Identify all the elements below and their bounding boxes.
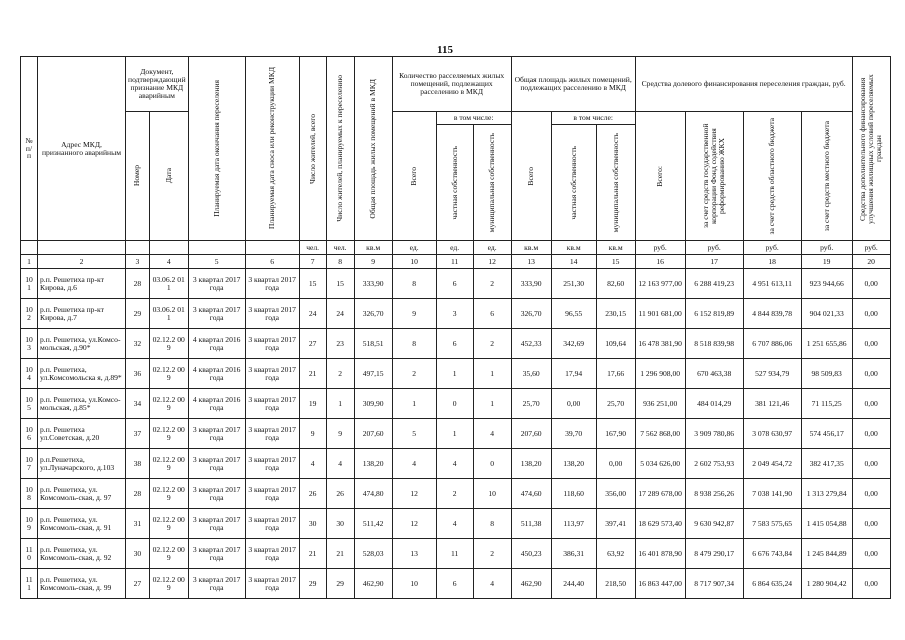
cell-funds-additional: 0,00 [852,539,890,569]
cell-funds-local: 574 456,17 [801,419,852,449]
cell-funds-fund: 670 463,38 [685,359,743,389]
cell-funds-fund: 6 152 819,89 [685,299,743,329]
cell-total-area: 497,15 [354,359,392,389]
cell-rooms-private: 4 [436,509,473,539]
header-rooms-count: Количество расселяемых жилых помещений, подлежащих расселению в МКД [392,57,511,112]
cell-funds-additional: 0,00 [852,389,890,419]
header-area-total: Всего [511,112,551,241]
header-rooms-municipal: муниципальная собственность [473,125,511,241]
cell-rooms-private: 1 [436,359,473,389]
cell-area-private: 39,70 [551,419,596,449]
cell-row-number: 10 5 [21,389,38,419]
cell-residents-planned: 21 [326,539,354,569]
cell-area-total: 35,60 [511,359,551,389]
cell-doc-date: 02.12.2 009 [149,539,188,569]
cell-area-private: 0,00 [551,389,596,419]
cell-funds-local: 1 415 054,88 [801,509,852,539]
cell-doc-number: 27 [126,569,150,599]
cell-funds-additional: 0,00 [852,329,890,359]
cell-row-number: 10 2 [21,299,38,329]
cell-address: р.п. Решетиха, ул.Комсомольска я, д.89* [38,359,126,389]
unit-cell: руб. [635,241,685,255]
column-number: 16 [635,255,685,269]
column-number: 9 [354,255,392,269]
cell-funds-fund: 8 717 907,34 [685,569,743,599]
unit-cell: руб. [801,241,852,255]
cell-funds-additional: 0,00 [852,299,890,329]
cell-total-area: 326,70 [354,299,392,329]
cell-doc-number: 31 [126,509,150,539]
cell-total-area: 528,03 [354,539,392,569]
cell-funds-total: 16 478 381,90 [635,329,685,359]
cell-row-number: 10 1 [21,269,38,299]
cell-residents-total: 30 [299,509,326,539]
cell-rooms-total: 8 [392,329,436,359]
cell-area-total: 207,60 [511,419,551,449]
cell-funds-total: 18 629 573,40 [635,509,685,539]
header-funds-regional: за счет средств областного бюджета [743,112,801,241]
column-number: 14 [551,255,596,269]
cell-demolition-date: 3 квартал 2017 года [245,389,299,419]
cell-demolition-date: 3 квартал 2017 года [245,509,299,539]
cell-total-area: 309,90 [354,389,392,419]
cell-rooms-total: 4 [392,449,436,479]
cell-total-area: 462,90 [354,569,392,599]
cell-row-number: 10 8 [21,479,38,509]
cell-area-total: 474,60 [511,479,551,509]
cell-address: р.п.Решетиха, ул.Луначарского, д.103 [38,449,126,479]
cell-residents-total: 4 [299,449,326,479]
cell-address: р.п. Решетиха, ул. Комсомоль-ская, д. 92 [38,539,126,569]
cell-area-municipal: 230,15 [596,299,635,329]
header-planned-resettlement-end: Планируемая дата окончания переселения [188,57,245,241]
header-address: Адрес МКД, признанного аварийным [38,57,126,241]
unit-cell: руб. [685,241,743,255]
header-funds-group: Средства долевого финансирования переселения граждан, руб. [635,57,852,112]
cell-area-municipal: 63,92 [596,539,635,569]
cell-funds-regional: 6 707 886,06 [743,329,801,359]
cell-funds-additional: 0,00 [852,269,890,299]
cell-doc-date: 03.06.2 011 [149,269,188,299]
header-doc-number: Номер [126,112,150,241]
header-doc-date: Дата [149,112,188,241]
cell-address: р.п. Решетиха, ул.Комсо-мольская, д.90* [38,329,126,359]
cell-residents-planned: 26 [326,479,354,509]
cell-area-municipal: 82,60 [596,269,635,299]
cell-area-municipal: 17,66 [596,359,635,389]
cell-doc-date: 02.12.2 009 [149,449,188,479]
header-rooms-including: в том числе: [436,112,511,125]
cell-rooms-municipal: 2 [473,269,511,299]
cell-residents-planned: 29 [326,569,354,599]
table-row [21,479,891,509]
cell-residents-total: 9 [299,419,326,449]
column-numbers-row [21,255,891,269]
cell-doc-date: 02.12.2 009 [149,479,188,509]
unit-cell: ед. [473,241,511,255]
column-number: 11 [436,255,473,269]
cell-resettlement-end: 3 квартал 2017 года [188,419,245,449]
cell-rooms-total: 9 [392,299,436,329]
table-body [21,269,891,599]
cell-funds-additional: 0,00 [852,419,890,449]
cell-funds-local: 71 115,25 [801,389,852,419]
cell-rooms-total: 13 [392,539,436,569]
cell-resettlement-end: 4 квартал 2016 года [188,359,245,389]
cell-funds-additional: 0,00 [852,569,890,599]
cell-funds-additional: 0,00 [852,509,890,539]
cell-doc-number: 32 [126,329,150,359]
unit-cell: кв.м [596,241,635,255]
cell-rooms-municipal: 10 [473,479,511,509]
cell-funds-regional: 2 049 454,72 [743,449,801,479]
cell-funds-fund: 8 479 290,17 [685,539,743,569]
cell-area-total: 452,33 [511,329,551,359]
cell-total-area: 518,51 [354,329,392,359]
cell-total-area: 207,60 [354,419,392,449]
column-number: 12 [473,255,511,269]
cell-demolition-date: 3 квартал 2017 года [245,329,299,359]
table-row [21,539,891,569]
cell-doc-number: 38 [126,449,150,479]
cell-demolition-date: 3 квартал 2017 года [245,359,299,389]
cell-rooms-municipal: 4 [473,419,511,449]
unit-cell: чел. [299,241,326,255]
cell-total-area: 333,90 [354,269,392,299]
cell-funds-fund: 3 909 780,86 [685,419,743,449]
cell-demolition-date: 3 квартал 2017 года [245,299,299,329]
cell-area-private: 96,55 [551,299,596,329]
cell-residents-total: 21 [299,359,326,389]
cell-area-private: 244,40 [551,569,596,599]
table-row [21,269,891,299]
cell-funds-total: 16 863 447,00 [635,569,685,599]
cell-funds-local: 98 509,83 [801,359,852,389]
cell-doc-number: 36 [126,359,150,389]
cell-residents-total: 24 [299,299,326,329]
cell-funds-total: 17 289 678,00 [635,479,685,509]
cell-funds-fund: 484 014,29 [685,389,743,419]
cell-doc-number: 28 [126,269,150,299]
cell-address: р.п. Решетиха пр-кт Кирова, д.7 [38,299,126,329]
cell-area-municipal: 167,90 [596,419,635,449]
cell-funds-fund: 8 938 256,26 [685,479,743,509]
cell-row-number: 10 6 [21,419,38,449]
cell-funds-additional: 0,00 [852,449,890,479]
cell-total-area: 474,80 [354,479,392,509]
cell-residents-total: 27 [299,329,326,359]
cell-doc-number: 30 [126,539,150,569]
cell-rooms-municipal: 0 [473,449,511,479]
table-row [21,299,891,329]
cell-area-total: 138,20 [511,449,551,479]
cell-area-total: 511,38 [511,509,551,539]
cell-rooms-private: 4 [436,449,473,479]
cell-rooms-municipal: 6 [473,299,511,329]
cell-residents-total: 26 [299,479,326,509]
cell-doc-date: 02.12.2 009 [149,509,188,539]
cell-doc-date: 02.12.2 009 [149,329,188,359]
cell-rooms-municipal: 2 [473,539,511,569]
cell-area-private: 113,97 [551,509,596,539]
cell-funds-additional: 0,00 [852,359,890,389]
table-row [21,359,891,389]
cell-rooms-private: 1 [436,419,473,449]
column-number: 3 [126,255,150,269]
cell-address: р.п. Решетиха, ул. Комсомоль-ская, д. 91 [38,509,126,539]
cell-resettlement-end: 3 квартал 2017 года [188,539,245,569]
cell-funds-total: 936 251,00 [635,389,685,419]
cell-funds-regional: 3 078 630,97 [743,419,801,449]
cell-row-number: 11 1 [21,569,38,599]
cell-area-municipal: 109,64 [596,329,635,359]
header-area-private: частная собственность [551,125,596,241]
cell-rooms-total: 2 [392,359,436,389]
column-number: 5 [188,255,245,269]
cell-address: р.п. Решетиха, ул. Комсомоль-ская, д. 97 [38,479,126,509]
cell-funds-regional: 4 951 613,11 [743,269,801,299]
cell-area-total: 333,90 [511,269,551,299]
header-residents-total: Число жителей, всего [299,57,326,241]
cell-resettlement-end: 4 квартал 2016 года [188,329,245,359]
cell-rooms-municipal: 8 [473,509,511,539]
header-funds-local: за счет средств местного бюджета [801,112,852,241]
table-row [21,569,891,599]
cell-area-municipal: 25,70 [596,389,635,419]
cell-rooms-private: 3 [436,299,473,329]
cell-funds-total: 7 562 868,00 [635,419,685,449]
cell-address: р.п. Решетиха пр-кт Кирова, д.6 [38,269,126,299]
column-number: 6 [245,255,299,269]
header-planned-demolition: Планируемая дата сноса или реконструкции МКД [245,57,299,241]
header-rooms-private: частная собственность [436,125,473,241]
cell-area-private: 118,60 [551,479,596,509]
cell-demolition-date: 3 квартал 2017 года [245,569,299,599]
cell-area-municipal: 397,41 [596,509,635,539]
unit-cell: руб. [743,241,801,255]
cell-resettlement-end: 3 квартал 2017 года [188,509,245,539]
cell-total-area: 511,42 [354,509,392,539]
cell-residents-total: 29 [299,569,326,599]
cell-doc-number: 34 [126,389,150,419]
cell-address: р.п. Решетиха ул.Советская, д.20 [38,419,126,449]
table-row [21,329,891,359]
cell-funds-total: 16 401 878,90 [635,539,685,569]
cell-rooms-private: 2 [436,479,473,509]
cell-area-private: 138,20 [551,449,596,479]
column-number: 19 [801,255,852,269]
column-number: 7 [299,255,326,269]
cell-resettlement-end: 3 квартал 2017 года [188,449,245,479]
cell-row-number: 11 0 [21,539,38,569]
cell-rooms-municipal: 1 [473,389,511,419]
page-number: 115 [437,44,453,56]
cell-residents-planned: 24 [326,299,354,329]
cell-area-total: 462,90 [511,569,551,599]
header-total-area: Общая площадь жилых помещений в МКД [354,57,392,241]
cell-funds-fund: 6 288 419,23 [685,269,743,299]
cell-area-municipal: 356,00 [596,479,635,509]
cell-funds-fund: 2 602 753,93 [685,449,743,479]
cell-rooms-total: 12 [392,479,436,509]
cell-area-private: 386,31 [551,539,596,569]
cell-area-total: 450,23 [511,539,551,569]
table-row [21,449,891,479]
cell-funds-local: 904 021,33 [801,299,852,329]
column-number: 2 [38,255,126,269]
cell-funds-total: 12 163 977,00 [635,269,685,299]
cell-residents-planned: 15 [326,269,354,299]
cell-funds-regional: 7 583 575,65 [743,509,801,539]
cell-total-area: 138,20 [354,449,392,479]
unit-cell: руб. [852,241,890,255]
header-funds-fund: за счет средств государственной корпорации Фонд содействия реформированию ЖКХ [685,112,743,241]
column-number: 20 [852,255,890,269]
cell-funds-total: 11 901 681,00 [635,299,685,329]
cell-doc-date: 02.12.2 009 [149,389,188,419]
cell-row-number: 10 7 [21,449,38,479]
cell-row-number: 10 3 [21,329,38,359]
table-row [21,509,891,539]
column-number: 4 [149,255,188,269]
cell-demolition-date: 3 квартал 2017 года [245,479,299,509]
cell-rooms-private: 0 [436,389,473,419]
cell-row-number: 10 9 [21,509,38,539]
cell-rooms-private: 11 [436,539,473,569]
header-document: Документ, подтверждающий признание МКД аварийным [126,57,189,112]
column-number: 15 [596,255,635,269]
cell-rooms-private: 6 [436,329,473,359]
cell-residents-planned: 30 [326,509,354,539]
cell-resettlement-end: 3 квартал 2017 года [188,479,245,509]
cell-funds-local: 1 280 904,42 [801,569,852,599]
cell-rooms-total: 12 [392,509,436,539]
cell-residents-planned: 2 [326,359,354,389]
resettlement-table [20,56,891,599]
column-number: 1 [21,255,38,269]
column-number: 8 [326,255,354,269]
header-num: № п/ п [21,57,38,241]
cell-doc-number: 28 [126,479,150,509]
cell-demolition-date: 3 квартал 2017 года [245,419,299,449]
cell-funds-additional: 0,00 [852,479,890,509]
cell-funds-local: 1 245 844,89 [801,539,852,569]
cell-funds-total: 1 296 908,00 [635,359,685,389]
cell-funds-local: 1 251 655,86 [801,329,852,359]
cell-rooms-municipal: 4 [473,569,511,599]
header-funds-total: Всего: [635,112,685,241]
cell-rooms-total: 10 [392,569,436,599]
cell-demolition-date: 3 квартал 2017 года [245,539,299,569]
unit-cell: ед. [392,241,436,255]
table-header [21,57,891,269]
cell-rooms-total: 5 [392,419,436,449]
cell-demolition-date: 3 квартал 2017 года [245,449,299,479]
cell-residents-total: 19 [299,389,326,419]
cell-area-private: 17,94 [551,359,596,389]
column-number: 17 [685,255,743,269]
cell-row-number: 10 4 [21,359,38,389]
cell-residents-planned: 4 [326,449,354,479]
cell-doc-date: 02.12.2 009 [149,569,188,599]
cell-funds-total: 5 034 626,00 [635,449,685,479]
cell-rooms-private: 6 [436,569,473,599]
cell-residents-planned: 1 [326,389,354,419]
unit-cell: кв.м [551,241,596,255]
header-area-group: Общая площадь жилых помещений, подлежащих расселению в МКД [511,57,635,112]
cell-funds-local: 382 417,35 [801,449,852,479]
column-number: 18 [743,255,801,269]
header-funds-additional: Средства дополнительного финансирования улучшения жилищных условий переселяемых граждан [852,57,890,241]
cell-resettlement-end: 4 квартал 2016 года [188,389,245,419]
cell-funds-fund: 8 518 839,98 [685,329,743,359]
cell-doc-date: 02.12.2 009 [149,359,188,389]
cell-address: р.п. Решетиха, ул.Комсо-мольская, д.85* [38,389,126,419]
cell-funds-local: 923 944,66 [801,269,852,299]
cell-rooms-municipal: 2 [473,329,511,359]
cell-doc-number: 29 [126,299,150,329]
units-row [21,241,891,255]
cell-address: р.п. Решетиха, ул. Комсомоль-ская, д. 99 [38,569,126,599]
cell-doc-number: 37 [126,419,150,449]
cell-funds-regional: 6 676 743,84 [743,539,801,569]
cell-area-private: 251,30 [551,269,596,299]
cell-area-total: 25,70 [511,389,551,419]
unit-cell: кв.м [511,241,551,255]
cell-residents-planned: 9 [326,419,354,449]
header-area-municipal: муниципальная собственность [596,125,635,241]
cell-area-total: 326,70 [511,299,551,329]
cell-resettlement-end: 3 квартал 2017 года [188,569,245,599]
unit-cell: ед. [436,241,473,255]
cell-funds-regional: 527 934,79 [743,359,801,389]
cell-resettlement-end: 3 квартал 2017 года [188,269,245,299]
cell-rooms-private: 6 [436,269,473,299]
cell-residents-planned: 23 [326,329,354,359]
cell-residents-total: 21 [299,539,326,569]
cell-rooms-total: 1 [392,389,436,419]
cell-residents-total: 15 [299,269,326,299]
cell-demolition-date: 3 квартал 2017 года [245,269,299,299]
cell-funds-regional: 7 038 141,90 [743,479,801,509]
unit-cell: кв.м [354,241,392,255]
table-row [21,389,891,419]
cell-funds-regional: 6 864 635,24 [743,569,801,599]
cell-funds-local: 1 313 279,84 [801,479,852,509]
table-row [21,419,891,449]
cell-funds-fund: 9 630 942,87 [685,509,743,539]
header-rooms-total: Всего [392,112,436,241]
cell-rooms-total: 8 [392,269,436,299]
cell-doc-date: 02.12.2 009 [149,419,188,449]
cell-area-municipal: 0,00 [596,449,635,479]
column-number: 13 [511,255,551,269]
header-area-including: в том числе: [551,112,635,125]
cell-rooms-municipal: 1 [473,359,511,389]
unit-cell: чел. [326,241,354,255]
cell-resettlement-end: 3 квартал 2017 года [188,299,245,329]
cell-doc-date: 03.06.2 011 [149,299,188,329]
cell-funds-regional: 381 121,46 [743,389,801,419]
column-number: 10 [392,255,436,269]
header-residents-planned: Число жителей, планируемых к переселению [326,57,354,241]
cell-funds-regional: 4 844 839,78 [743,299,801,329]
cell-area-private: 342,69 [551,329,596,359]
cell-area-municipal: 218,50 [596,569,635,599]
